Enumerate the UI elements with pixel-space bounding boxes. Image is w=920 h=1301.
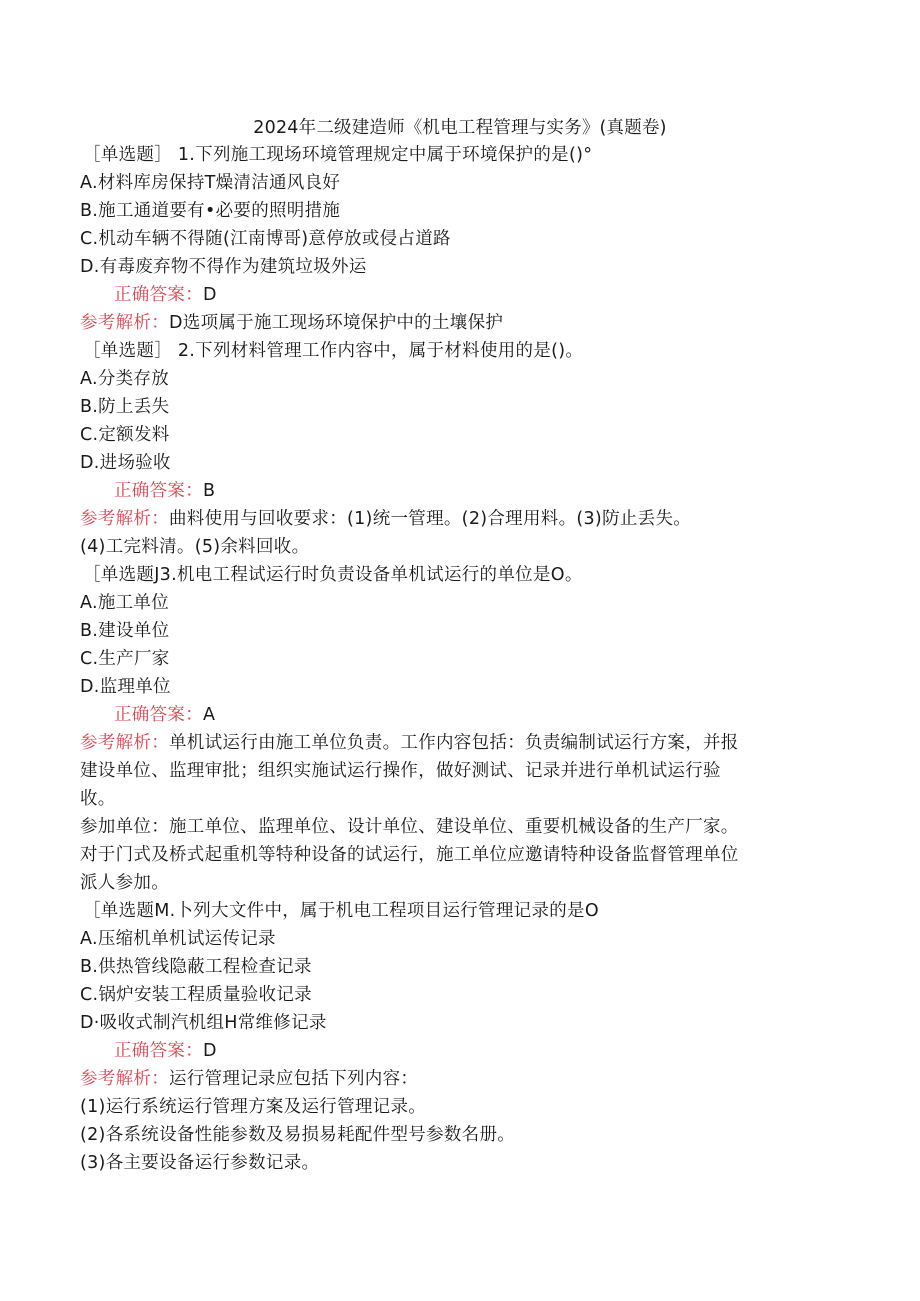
answer-value: A	[203, 705, 216, 725]
analysis-text: (2)各系统设备性能参数及易损易耗配件型号参数名册。	[80, 1125, 516, 1145]
analysis-text: 单机试运行由施工单位负责。工作内容包括：负责编制试运行方案，并报	[169, 733, 739, 753]
analysis-label: 参考解析：	[80, 1069, 169, 1089]
analysis-text: D选项属于施工现场环境保护中的土壤保护	[169, 313, 504, 333]
analysis-label: 参考解析：	[80, 733, 169, 753]
question-stem: ［单选题J3.机电工程试运行时负责设备单机试运行的单位是O。	[83, 565, 583, 585]
analysis-text: 参加单位：施工单位、监理单位、设计单位、建设单位、重要机械设备的生产厂家。	[80, 817, 739, 837]
analysis-row	[80, 505, 840, 533]
answer-label: 正确答案：	[114, 481, 203, 501]
document-title: 2024年二级建造师《机电工程管理与实务》(真题卷)	[253, 118, 667, 138]
option-d: D.进场验收	[80, 453, 171, 473]
question-2	[80, 337, 840, 561]
question-1	[80, 141, 840, 337]
option-c: C.机动车辆不得随(江南博哥)意停放或侵占道路	[80, 229, 451, 249]
option-c: C.定额发料	[80, 425, 170, 445]
answer-row	[80, 1037, 840, 1065]
analysis-label: 参考解析：	[80, 313, 169, 333]
document-body	[80, 141, 840, 1177]
analysis-row	[80, 309, 840, 337]
answer-value: D	[203, 285, 217, 305]
analysis-text: (4)工完料清。(5)余料回收。	[80, 537, 310, 557]
option-d: D·吸收式制汽机组H常维修记录	[80, 1013, 327, 1033]
analysis-text: (1)运行系统运行管理方案及运行管理记录。	[80, 1097, 427, 1117]
answer-row	[80, 281, 840, 309]
question-3	[80, 561, 840, 897]
answer-label: 正确答案：	[114, 705, 203, 725]
option-b: B.防上丢失	[80, 397, 170, 417]
option-a: A.压缩机单机试运传记录	[80, 929, 276, 949]
option-a: A.材料库房保持T燥清洁通风良好	[80, 173, 341, 193]
analysis-row	[80, 1065, 840, 1093]
analysis-text: (3)各主要设备运行参数记录。	[80, 1153, 320, 1173]
analysis-label: 参考解析：	[80, 509, 169, 529]
analysis-text: 对于门式及桥式起重机等特种设备的试运行，施工单位应邀请特种设备监督管理单位	[80, 845, 739, 865]
answer-label: 正确答案：	[114, 1041, 203, 1061]
option-a: A.分类存放	[80, 369, 170, 389]
option-b: B.施工通道要有•必要的照明措施	[80, 201, 341, 221]
option-b: B.供热管线隐蔽工程检查记录	[80, 957, 312, 977]
answer-value: B	[203, 481, 216, 501]
answer-row	[80, 477, 840, 505]
answer-row	[80, 701, 840, 729]
option-d: D.有毒废弃物不得作为建筑垃圾外运	[80, 257, 367, 277]
analysis-text: 建设单位、监理审批；组织实施试运行操作，做好测试、记录并进行单机试运行验	[80, 761, 721, 781]
analysis-text: 曲料使用与回收要求：(1)统一管理。(2)合理用料。(3)防止丢失。	[169, 509, 692, 529]
question-stem: ［单选题］ 1.下列施工现场环境管理规定中属于环境保护的是()°	[83, 145, 593, 165]
analysis-text: 派人参加。	[80, 873, 169, 893]
question-4	[80, 897, 840, 1177]
analysis-text: 运行管理记录应包括下列内容：	[169, 1069, 419, 1089]
analysis-text: 收。	[80, 789, 116, 809]
analysis-row	[80, 729, 840, 757]
answer-value: D	[203, 1041, 217, 1061]
option-a: A.施工单位	[80, 593, 170, 613]
option-c: C.锅炉安装工程质量验收记录	[80, 985, 312, 1005]
option-d: D.监理单位	[80, 677, 171, 697]
question-stem: ［单选题M.卜列大文件中，属于机电工程项目运行管理记录的是O	[83, 901, 599, 921]
option-c: C.生产厂家	[80, 649, 170, 669]
answer-label: 正确答案：	[114, 285, 203, 305]
option-b: B.建设单位	[80, 621, 170, 641]
question-stem: ［单选题］ 2.下列材料管理工作内容中，属于材料使用的是()。	[83, 341, 584, 361]
